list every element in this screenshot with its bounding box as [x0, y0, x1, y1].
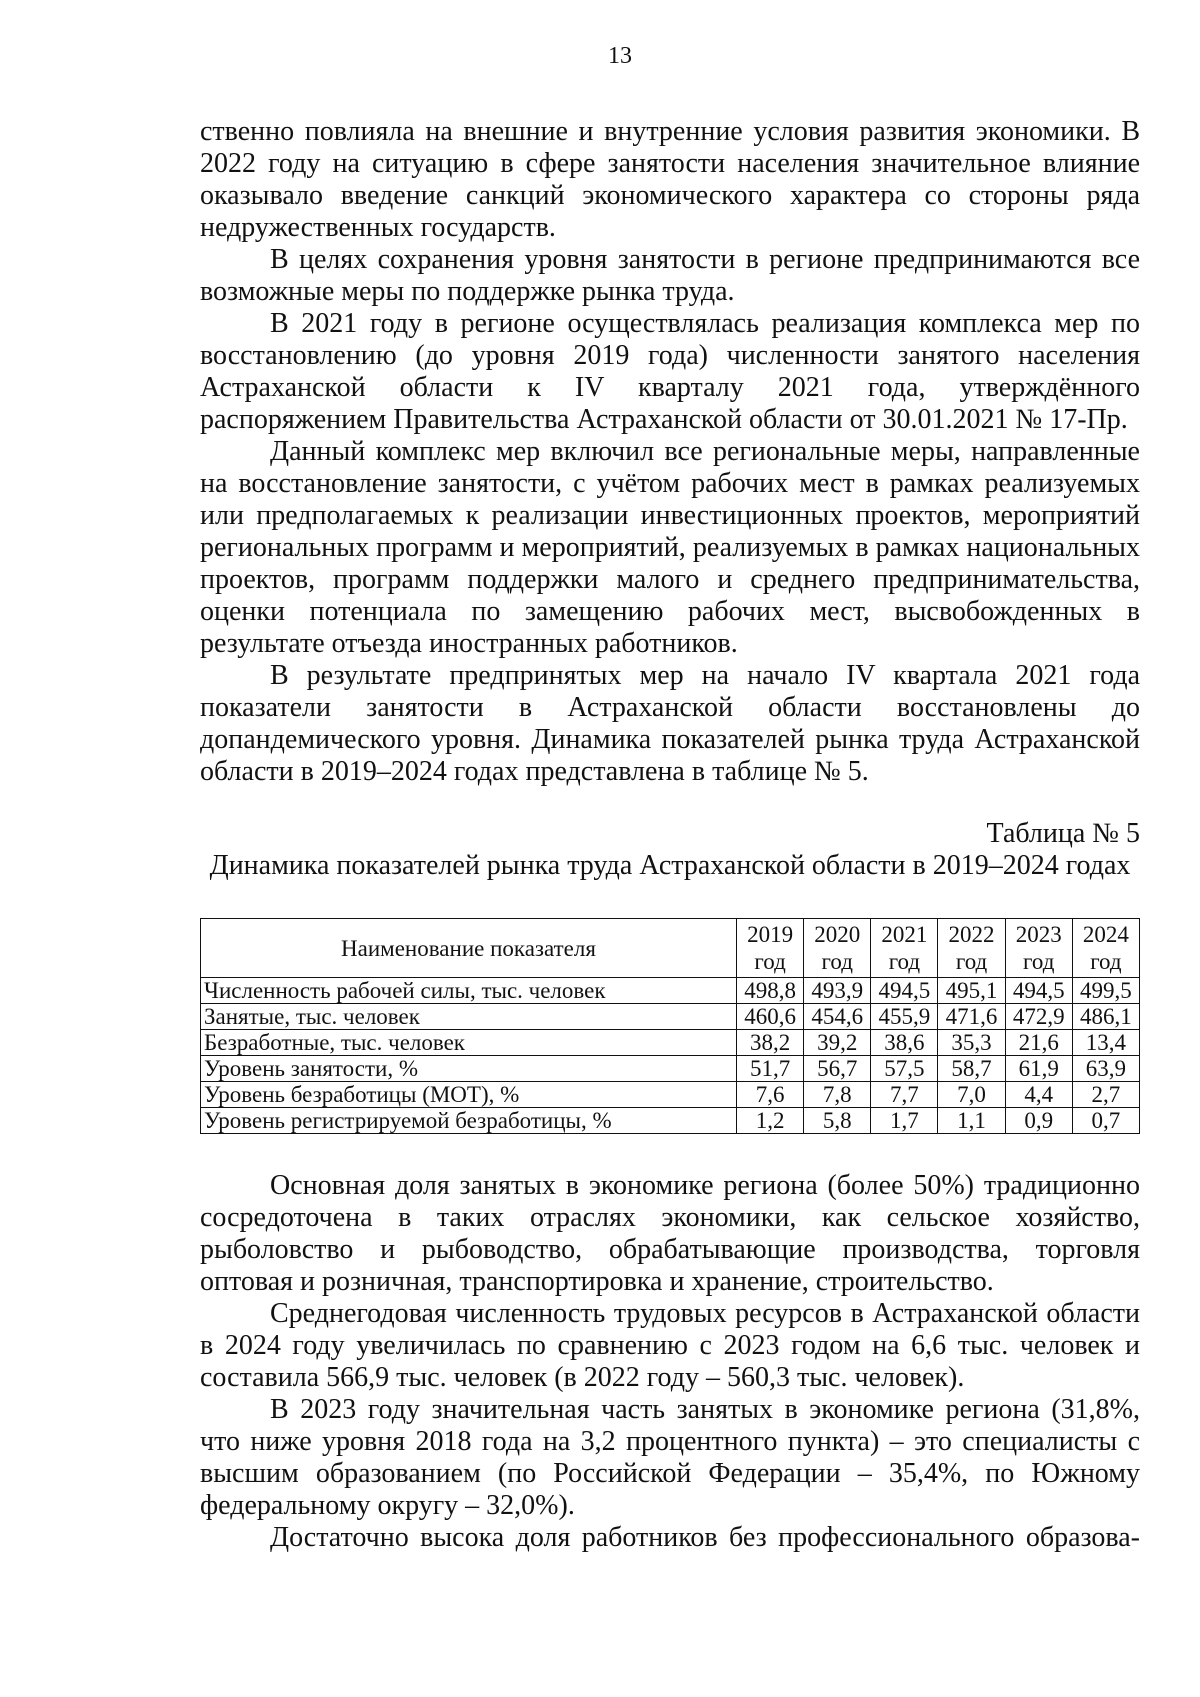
indicator-name: Уровень безработицы (МОТ), % — [201, 1082, 737, 1108]
table-header-row — [201, 919, 1140, 978]
value-cell-2021: 57,5 — [871, 1056, 938, 1082]
value-cell-2024: 13,4 — [1072, 1030, 1139, 1056]
page-number: 13 — [608, 43, 632, 69]
header-year-number: 2024 — [1082, 922, 1129, 947]
header-year-number: 2020 — [814, 922, 861, 947]
table-caption: Таблица № 5 — [986, 818, 1140, 849]
value-cell-2023: 4,4 — [1005, 1082, 1072, 1108]
value-cell-2024: 0,7 — [1072, 1108, 1139, 1134]
value-cell-2020: 454,6 — [804, 1004, 871, 1030]
header-year-2023 — [1005, 919, 1072, 978]
labor-market-table — [200, 918, 1140, 1134]
value-cell-2023: 0,9 — [1005, 1108, 1072, 1134]
paragraph-employment-sectors: Основная доля занятых в экономике региона (более 50%) традиционно сосредоточена в таких отраслях экономики, как сельское хозяйство, рыболовство и рыбоводство, обрабатывающие производства, торговля оптовая и розничная, транспортировка и хранение, строительство. — [200, 1170, 1140, 1297]
header-year-suffix: год — [955, 949, 988, 974]
value-cell-2021: 455,9 — [871, 1004, 938, 1030]
value-cell-2022: 7,0 — [938, 1082, 1005, 1108]
header-year-suffix: год — [754, 949, 786, 974]
value-cell-2022: 1,1 — [938, 1108, 1005, 1134]
header-year-suffix: год — [888, 949, 921, 974]
paragraph-no-professional-education: Достаточно высока доля работников без профессионального образова- — [270, 1522, 1140, 1553]
value-cell-2020: 39,2 — [804, 1030, 871, 1056]
paragraph-continuation: ственно повлияла на внешние и внутренние условия развития экономики. В 2022 году на ситуацию в сфере занятости населения значительное влияние оказывало введение санкций экономического характера со стороны ряда недружественных государств. — [200, 116, 1140, 243]
body-text-top — [200, 116, 1140, 788]
value-cell-2019: 7,6 — [737, 1082, 804, 1108]
value-cell-2021: 7,7 — [871, 1082, 938, 1108]
value-cell-2022: 495,1 — [938, 978, 1005, 1004]
header-year-2019 — [737, 919, 804, 978]
value-cell-2023: 472,9 — [1005, 1004, 1072, 1030]
indicator-name: Уровень занятости, % — [201, 1056, 737, 1082]
paragraph-higher-education: В 2023 году значительная часть занятых в экономике региона (31,8%, что ниже уровня 2018 года на 3,2 процентного пункта) – это специалисты с высшим образованием (по Российской Федерации – 35,4%, по Южному федеральному округу – 32,0%). — [200, 1394, 1140, 1521]
header-indicator-name: Наименование показателя — [201, 919, 737, 978]
header-year-number: 2023 — [1015, 922, 1062, 947]
header-year-2020 — [804, 919, 871, 978]
header-year-suffix: год — [1023, 949, 1055, 974]
value-cell-2019: 1,2 — [737, 1108, 804, 1134]
table-title: Динамика показателей рынка труда Астраханской области в 2019–2024 годах — [209, 850, 1131, 881]
table-row — [201, 1004, 1140, 1030]
header-year-suffix: год — [1090, 949, 1122, 974]
header-year-number: 2022 — [948, 922, 995, 947]
value-cell-2019: 38,2 — [737, 1030, 804, 1056]
value-cell-2021: 1,7 — [871, 1108, 938, 1134]
table-row — [201, 1030, 1140, 1056]
paragraph-measures-complex: Данный комплекс мер включил все региональные меры, направленные на восстановление занятости, с учётом рабочих мест в рамках реализуемых или предполагаемых к реализации инвестиционных проектов, мероприятий региональных программ и мероприятий, реализуемых в рамках национальных проектов, программ поддержки малого и среднего предпринимательства, оценки потенциала по замещению рабочих мест, высвобожденных в результате отъезда иностранных работников. — [200, 436, 1140, 659]
value-cell-2019: 51,7 — [737, 1056, 804, 1082]
body-text-bottom — [200, 1170, 1140, 1554]
value-cell-2023: 61,9 — [1005, 1056, 1072, 1082]
value-cell-2022: 35,3 — [938, 1030, 1005, 1056]
value-cell-2022: 471,6 — [938, 1004, 1005, 1030]
paragraph-results: В результате предпринятых мер на начало IV квартала 2021 года показатели занятости в Астраханской области восстановлены до допандемического уровня. Динамика показателей рынка труда Астраханской области в 2019–2024 годах представлена в таблице № 5. — [200, 660, 1140, 787]
value-cell-2019: 498,8 — [737, 978, 804, 1004]
value-cell-2022: 58,7 — [938, 1056, 1005, 1082]
value-cell-2020: 493,9 — [804, 978, 871, 1004]
header-year-number: 2019 — [747, 922, 794, 947]
value-cell-2023: 494,5 — [1005, 978, 1072, 1004]
value-cell-2021: 38,6 — [871, 1030, 938, 1056]
header-year-number: 2021 — [881, 922, 928, 947]
value-cell-2020: 5,8 — [804, 1108, 871, 1134]
paragraph-2021-program: В 2021 году в регионе осуществлялась реализация комплекса мер по восстановлению (до уровня 2019 года) численности занятого населения Астраханской области к IV кварталу 2021 года, утверждённого распоряжением Правительства Астраханской области от 30.01.2021 № 17-Пр. — [200, 308, 1140, 435]
header-year-suffix: год — [821, 949, 853, 974]
indicator-name: Занятые, тыс. человек — [201, 1004, 737, 1030]
paragraph-measures: В целях сохранения уровня занятости в регионе предпринимаются все возможные меры по поддержке рынка труда. — [200, 244, 1140, 307]
indicator-name: Численность рабочей силы, тыс. человек — [201, 978, 737, 1004]
header-year-2022 — [938, 919, 1005, 978]
value-cell-2020: 56,7 — [804, 1056, 871, 1082]
indicator-name: Уровень регистрируемой безработицы, % — [201, 1108, 737, 1134]
value-cell-2024: 63,9 — [1072, 1056, 1139, 1082]
table-body — [201, 978, 1140, 1134]
header-year-2024 — [1072, 919, 1139, 978]
value-cell-2021: 494,5 — [871, 978, 938, 1004]
value-cell-2019: 460,6 — [737, 1004, 804, 1030]
value-cell-2020: 7,8 — [804, 1082, 871, 1108]
value-cell-2023: 21,6 — [1005, 1030, 1072, 1056]
indicator-name: Безработные, тыс. человек — [201, 1030, 737, 1056]
value-cell-2024: 2,7 — [1072, 1082, 1139, 1108]
table-row — [201, 1056, 1140, 1082]
table-row — [201, 1108, 1140, 1134]
value-cell-2024: 486,1 — [1072, 1004, 1139, 1030]
table-row — [201, 1082, 1140, 1108]
value-cell-2024: 499,5 — [1072, 978, 1139, 1004]
table-row — [201, 978, 1140, 1004]
paragraph-labor-resources: Среднегодовая численность трудовых ресурсов в Астраханской области в 2024 году увеличилась по сравнению с 2023 годом на 6,6 тыс. человек и составила 566,9 тыс. человек (в 2022 году – 560,3 тыс. человек). — [200, 1298, 1140, 1393]
header-year-2021 — [871, 919, 938, 978]
